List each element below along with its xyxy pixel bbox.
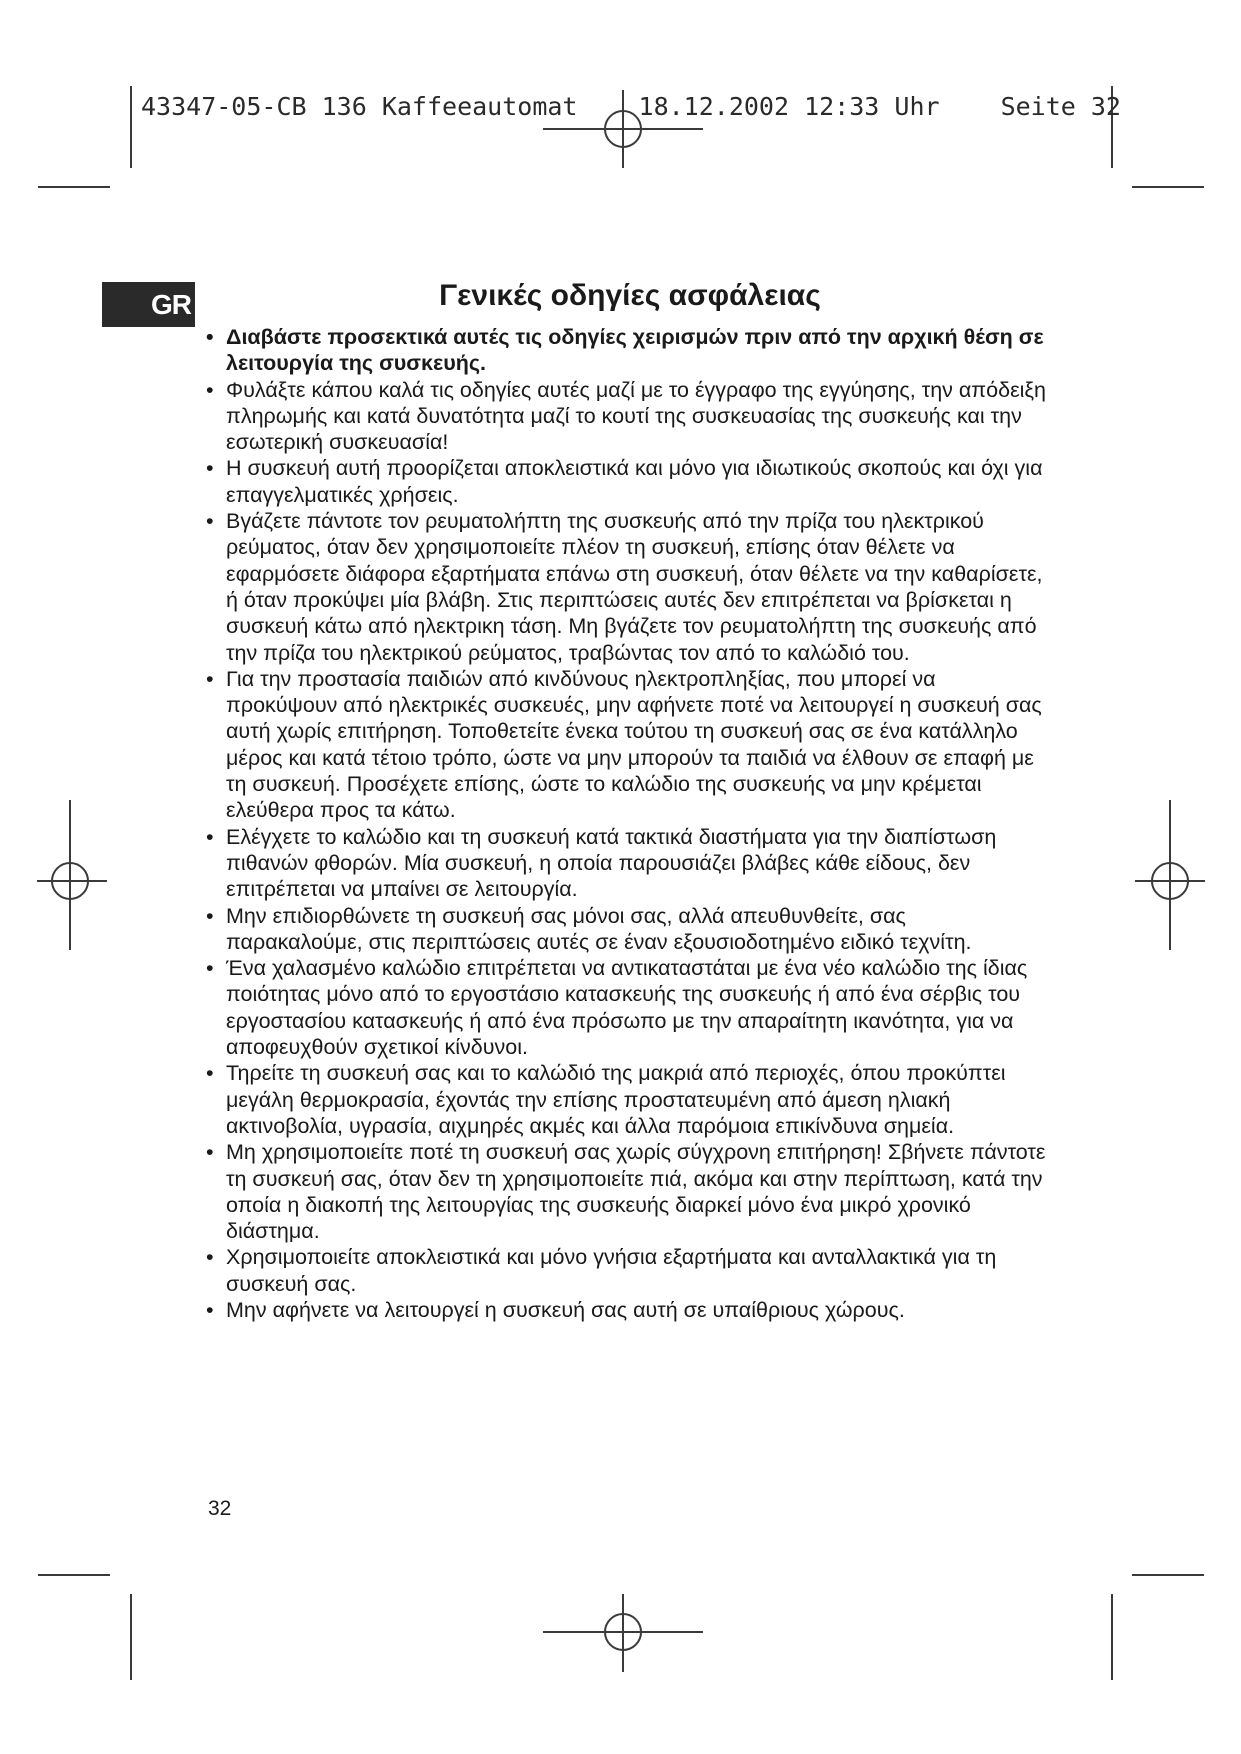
print-slug-header <box>141 92 1121 121</box>
list-item: • Μην επιδιορθώνετε τη συσκευή σας μόνοι σας, αλλά απευθυνθείτε, σας παρακαλούμε, στις περιπτώσεις αυτές σε έναν εξουσιοδοτημένο ειδικό τεχνίτη. <box>206 903 1046 956</box>
list-item: • Μη χρησιμοποιείτε ποτέ τη συσκευή σας χωρίς σύγχρονη επιτήρηση! Σβήνετε πάντοτε τη συσκευή σας, όταν δεν τη χρησιμοποιείτε πιά, ακόμα και στην περίπτωση, κατά την οποία η διακοπή της λειτουργίας της συσκευής διαρκεί μόνο ένα μικρό χρονικό διάστημα. <box>206 1139 1046 1244</box>
print-page-reference: Seite 32 <box>1000 92 1121 121</box>
list-item: • Μην αφήνετε να λειτουργεί η συσκευή σας αυτή σε υπαίθριους χώρους. <box>206 1297 1046 1323</box>
language-tab: GR <box>102 282 195 327</box>
list-item: • Ένα χαλασμένο καλώδιο επιτρέπεται να αντικαταστάται με ένα νέο καλώδιο της ίδιας ποιότητας μόνο από το εργοστάσιο κατασκευής της συσκευής ή από ένα σέρβις του εργοστασίου κατασκευής ή από ένα πρόσωπο με την απαραίτητη ικανότητα, για να αποφευχθούν σχετικοί κίνδυνοι. <box>206 955 1046 1060</box>
list-item: • Βγάζετε πάντοτε τον ρευματολήπτη της συσκευής από την πρίζα του ηλεκτρικού ρεύματος, όταν δεν χρησιμοποιείτε πλέον τη συσκευή, επίσης όταν θέλετε να εφαρμόσετε διάφορα εξαρτήματα επάνω στη συσκευή, όταν θέλετε να την καθαρίσετε, ή όταν προκύψει μία βλάβη. Στις περιπτώσεις αυτές δεν επιτρέπεται να βρίσκεται η συσκευή κάτω από ηλεκτρικη τάση. Μη βγάζετε τον ρευματολήπτη της συσκευής από την πρίζα του ηλεκτρικού ρεύματος, τραβώντας τον από το καλώδιό του. <box>206 508 1046 666</box>
list-item: • Διαβάστε προσεκτικά αυτές τις οδηγίες χειρισμών πριν από την αρχική θέση σε λειτουργία της συσκευής. <box>206 324 1046 377</box>
page-title: Γενικές οδηγίες ασφάλειας <box>439 279 821 312</box>
print-job-name: 43347-05-CB 136 Kaffeeautomat <box>141 92 578 121</box>
list-item: • Φυλάξτε κάπου καλά τις οδηγίες αυτές μαζί με το έγγραφο της εγγύησης, την απόδειξη πληρωμής και κατά δυνατότητα μαζί το κουτί της συσκευασίας της συσκευής και την εσωτερική συσκευασία! <box>206 377 1046 456</box>
list-item: • Ελέγχετε το καλώδιο και τη συσκευή κατά τακτικά διαστήματα για την διαπίστωση πιθανών φθορών. Μία συσκευή, η οποία παρουσιάζει βλάβες κάθε είδους, δεν επιτρέπεται να μπαίνει σε λειτουργία. <box>206 824 1046 903</box>
list-item: • Η συσκευή αυτή προορίζεται αποκλειστικά και μόνο για ιδιωτικούς σκοπούς και όχι για επαγγελματικές χρήσεις. <box>206 455 1046 508</box>
safety-instructions-list <box>206 324 1046 1323</box>
list-item: • Τηρείτε τη συσκευή σας και το καλώδιό της μακριά από περιοχές, όπου προκύπτει μεγάλη θερμοκρασία, έχοντάς την επίσης προστατευμένη από άμεση ηλιακή ακτινοβολία, υγρασία, αιχμηρές ακμές και άλλα παρόμοια επικίνδυνα σημεία. <box>206 1060 1046 1139</box>
print-date-time: 18.12.2002 12:33 Uhr <box>638 92 940 121</box>
list-item: • Χρησιμοποιείτε αποκλειστικά και μόνο γνήσια εξαρτήματα και ανταλλακτικά για τη συσκευή σας. <box>206 1244 1046 1297</box>
list-item: • Για την προστασία παιδιών από κινδύνους ηλεκτροπληξίας, που μπορεί να προκύψουν από ηλεκτρικές συσκευές, μην αφήνετε ποτέ να λειτουργεί η συσκευή σας αυτή χωρίς επιτήρηση. Τοποθετείτε ένεκα τούτου τη συσκευή σας σε ένα κατάλληλο μέρος και κατά τέτοιο τρόπο, ώστε να μην μπορούν τα παιδιά να έλθουν σε επαφή με τη συσκευή. Προσέχετε επίσης, ώστε το καλώδιο της συσκευής να μην κρέμεται ελεύθερα προς τα κάτω. <box>206 666 1046 824</box>
page-number: 32 <box>208 1497 232 1520</box>
